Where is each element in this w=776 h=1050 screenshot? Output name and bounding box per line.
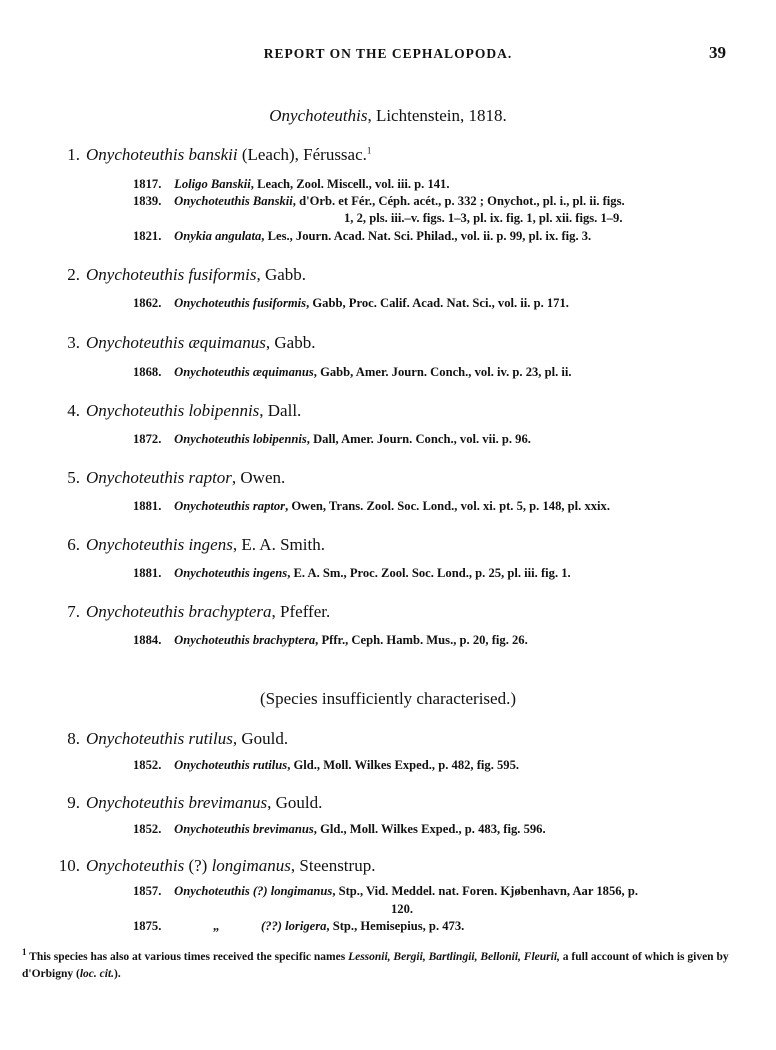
reference-line bbox=[133, 296, 569, 311]
ref-year: 1839. bbox=[133, 194, 162, 208]
ref-text: , Dall, Amer. Journ. Conch., vol. vii. p. 96. bbox=[306, 432, 531, 446]
species-author: , Gould. bbox=[267, 793, 323, 812]
species-entry-1 bbox=[50, 145, 371, 165]
species-number: 3. bbox=[67, 333, 80, 352]
species-number: 2. bbox=[67, 265, 80, 284]
ref-year: 1875. bbox=[133, 919, 162, 933]
species-number: 6. bbox=[67, 535, 80, 554]
ref-name: Onykia angulata bbox=[174, 229, 262, 243]
footnote-marker: 1 bbox=[22, 947, 27, 957]
footnote-text: a full account of which is given by d'Orbigny ( bbox=[22, 950, 729, 980]
species-name: Onychoteuthis raptor bbox=[86, 468, 232, 487]
species-author: , Dall. bbox=[259, 401, 302, 420]
species-author: , Steenstrup. bbox=[290, 856, 376, 875]
ditto-mark: „ bbox=[212, 919, 220, 933]
species-entry-3 bbox=[50, 333, 315, 353]
species-number: 10. bbox=[58, 856, 80, 875]
species-entry-6 bbox=[50, 535, 325, 555]
species-entry-7 bbox=[50, 602, 330, 622]
ref-name: Onychoteuthis fusiformis bbox=[174, 296, 307, 310]
ref-name: Onychoteuthis (?) longimanus bbox=[174, 884, 333, 898]
ref-text: , Gabb, Amer. Journ. Conch., vol. iv. p. 23, pl. ii. bbox=[313, 365, 572, 379]
species-query: (?) bbox=[184, 856, 212, 875]
footnote-names: Lessonii, Bergii, Bartlingii, Bellonii, Fleurii, bbox=[348, 950, 560, 963]
ref-name: Onychoteuthis rutilus bbox=[174, 758, 288, 772]
species-entry-4 bbox=[50, 401, 301, 421]
ref-text: , Gld., Moll. Wilkes Exped., p. 483, fig. 596. bbox=[313, 822, 546, 836]
ref-year: 1884. bbox=[133, 633, 162, 647]
species-name: Onychoteuthis æquimanus bbox=[86, 333, 266, 352]
ref-text: , Gld., Moll. Wilkes Exped., p. 482, fig. 595. bbox=[287, 758, 520, 772]
species-name: Onychoteuthis ingens bbox=[86, 535, 233, 554]
species-number: 9. bbox=[67, 793, 80, 812]
ref-year: 1862. bbox=[133, 296, 162, 310]
ref-name: Onychoteuthis lobipennis bbox=[174, 432, 307, 446]
reference-line bbox=[133, 633, 528, 648]
species-number: 4. bbox=[67, 401, 80, 420]
ref-text: , Leach, Zool. Miscell., vol. iii. p. 141. bbox=[250, 177, 450, 191]
ref-name: Onychoteuthis ingens bbox=[174, 566, 288, 580]
species-entry-5 bbox=[50, 468, 285, 488]
ref-text: , Les., Journ. Acad. Nat. Sci. Philad., vol. ii. p. 99, pl. ix. fig. 3. bbox=[261, 229, 592, 243]
species-entry-9 bbox=[50, 793, 322, 813]
species-number: 1. bbox=[67, 145, 80, 164]
reference-continuation: 120. bbox=[391, 902, 414, 916]
ref-name: Onychoteuthis æquimanus bbox=[174, 365, 314, 379]
footnote-text: ). bbox=[114, 967, 121, 980]
species-number: 8. bbox=[67, 729, 80, 748]
ref-year: 1821. bbox=[133, 229, 162, 243]
ref-text: , Stp., Vid. Meddel. nat. Foren. Kjøbenhavn, Aar 1856, p. bbox=[332, 884, 638, 898]
reference-line bbox=[133, 432, 531, 447]
genus-authority: , Lichtenstein, 1818. bbox=[367, 106, 507, 125]
genus-name: Onychoteuthis bbox=[269, 106, 368, 125]
ref-year: 1881. bbox=[133, 499, 162, 513]
species-author: , Pfeffer. bbox=[271, 602, 331, 621]
species-name: Onychoteuthis lobipennis bbox=[86, 401, 260, 420]
ref-text: , Gabb, Proc. Calif. Acad. Nat. Sci., vol. ii. p. 171. bbox=[306, 296, 569, 310]
species-number: 7. bbox=[67, 602, 80, 621]
species-entry-10 bbox=[50, 856, 375, 876]
species-entry-8 bbox=[50, 729, 288, 749]
species-name: Onychoteuthis fusiformis bbox=[86, 265, 257, 284]
footnote bbox=[22, 944, 762, 983]
running-title: REPORT ON THE CEPHALOPODA. bbox=[263, 46, 513, 61]
ref-year: 1872. bbox=[133, 432, 162, 446]
species-epithet: longimanus bbox=[211, 856, 291, 875]
species-name: Onychoteuthis banskii bbox=[86, 145, 238, 164]
ref-year: 1817. bbox=[133, 177, 162, 191]
reference-line bbox=[133, 229, 591, 244]
species-author: (Leach), Férussac. bbox=[237, 145, 367, 164]
species-author: , Gould. bbox=[232, 729, 289, 748]
reference-line bbox=[133, 365, 572, 380]
footnote-text: This species has also at various times received the specific names bbox=[26, 950, 349, 963]
species-name: Onychoteuthis brevimanus bbox=[86, 793, 268, 812]
page-number: 39 bbox=[709, 43, 726, 62]
ref-text: , E. A. Sm., Proc. Zool. Soc. Lond., p. 25, pl. iii. fig. 1. bbox=[287, 566, 571, 580]
species-entry-2 bbox=[50, 265, 306, 285]
species-number: 5. bbox=[67, 468, 80, 487]
ref-name: Onychoteuthis brevimanus bbox=[174, 822, 314, 836]
species-name: Onychoteuthis brachyptera bbox=[86, 602, 272, 621]
ref-year: 1852. bbox=[133, 822, 162, 836]
ref-text: , Pffr., Ceph. Hamb. Mus., p. 20, fig. 26. bbox=[315, 633, 528, 647]
species-name: Onychoteuthis bbox=[86, 856, 185, 875]
subheading: (Species insufficiently characterised.) bbox=[260, 689, 516, 708]
ref-name: Onychoteuthis Banskii bbox=[174, 194, 293, 208]
reference-line bbox=[133, 758, 519, 773]
ref-name: Onychoteuthis brachyptera bbox=[174, 633, 316, 647]
ref-name: Loligo Banskii bbox=[174, 177, 251, 191]
reference-line bbox=[133, 194, 625, 209]
reference-line bbox=[133, 177, 450, 192]
reference-line bbox=[133, 822, 546, 837]
reference-line bbox=[133, 566, 571, 581]
genus-heading bbox=[0, 106, 776, 126]
species-author: , E. A. Smith. bbox=[232, 535, 325, 554]
reference-line bbox=[133, 919, 464, 934]
species-author: , Owen. bbox=[231, 468, 286, 487]
reference-line bbox=[133, 499, 610, 514]
ref-text: , Owen, Trans. Zool. Soc. Lond., vol. xi. pt. 5, p. 148, pl. xxix. bbox=[285, 499, 611, 513]
ref-year: 1852. bbox=[133, 758, 162, 772]
ref-name: (??) lorigera bbox=[261, 919, 327, 933]
ref-text: , d'Orb. et Fér., Céph. acét., p. 332 ; Onychot., pl. i., pl. ii. figs. bbox=[292, 194, 625, 208]
species-author: , Gabb. bbox=[265, 333, 316, 352]
reference-line bbox=[133, 884, 638, 899]
species-name: Onychoteuthis rutilus bbox=[86, 729, 233, 748]
reference-continuation: 1, 2, pls. iii.–v. figs. 1–3, pl. ix. fig. 1, pl. xii. figs. 1–9. bbox=[344, 211, 623, 225]
ref-year: 1868. bbox=[133, 365, 162, 379]
footnote-marker: 1 bbox=[366, 145, 372, 156]
ref-name: Onychoteuthis raptor bbox=[174, 499, 286, 513]
species-author: , Gabb. bbox=[256, 265, 307, 284]
ref-year: 1857. bbox=[133, 884, 162, 898]
ref-year: 1881. bbox=[133, 566, 162, 580]
footnote-loc: loc. cit. bbox=[79, 967, 115, 980]
ref-text: , Stp., Hemisepius, p. 473. bbox=[326, 919, 465, 933]
